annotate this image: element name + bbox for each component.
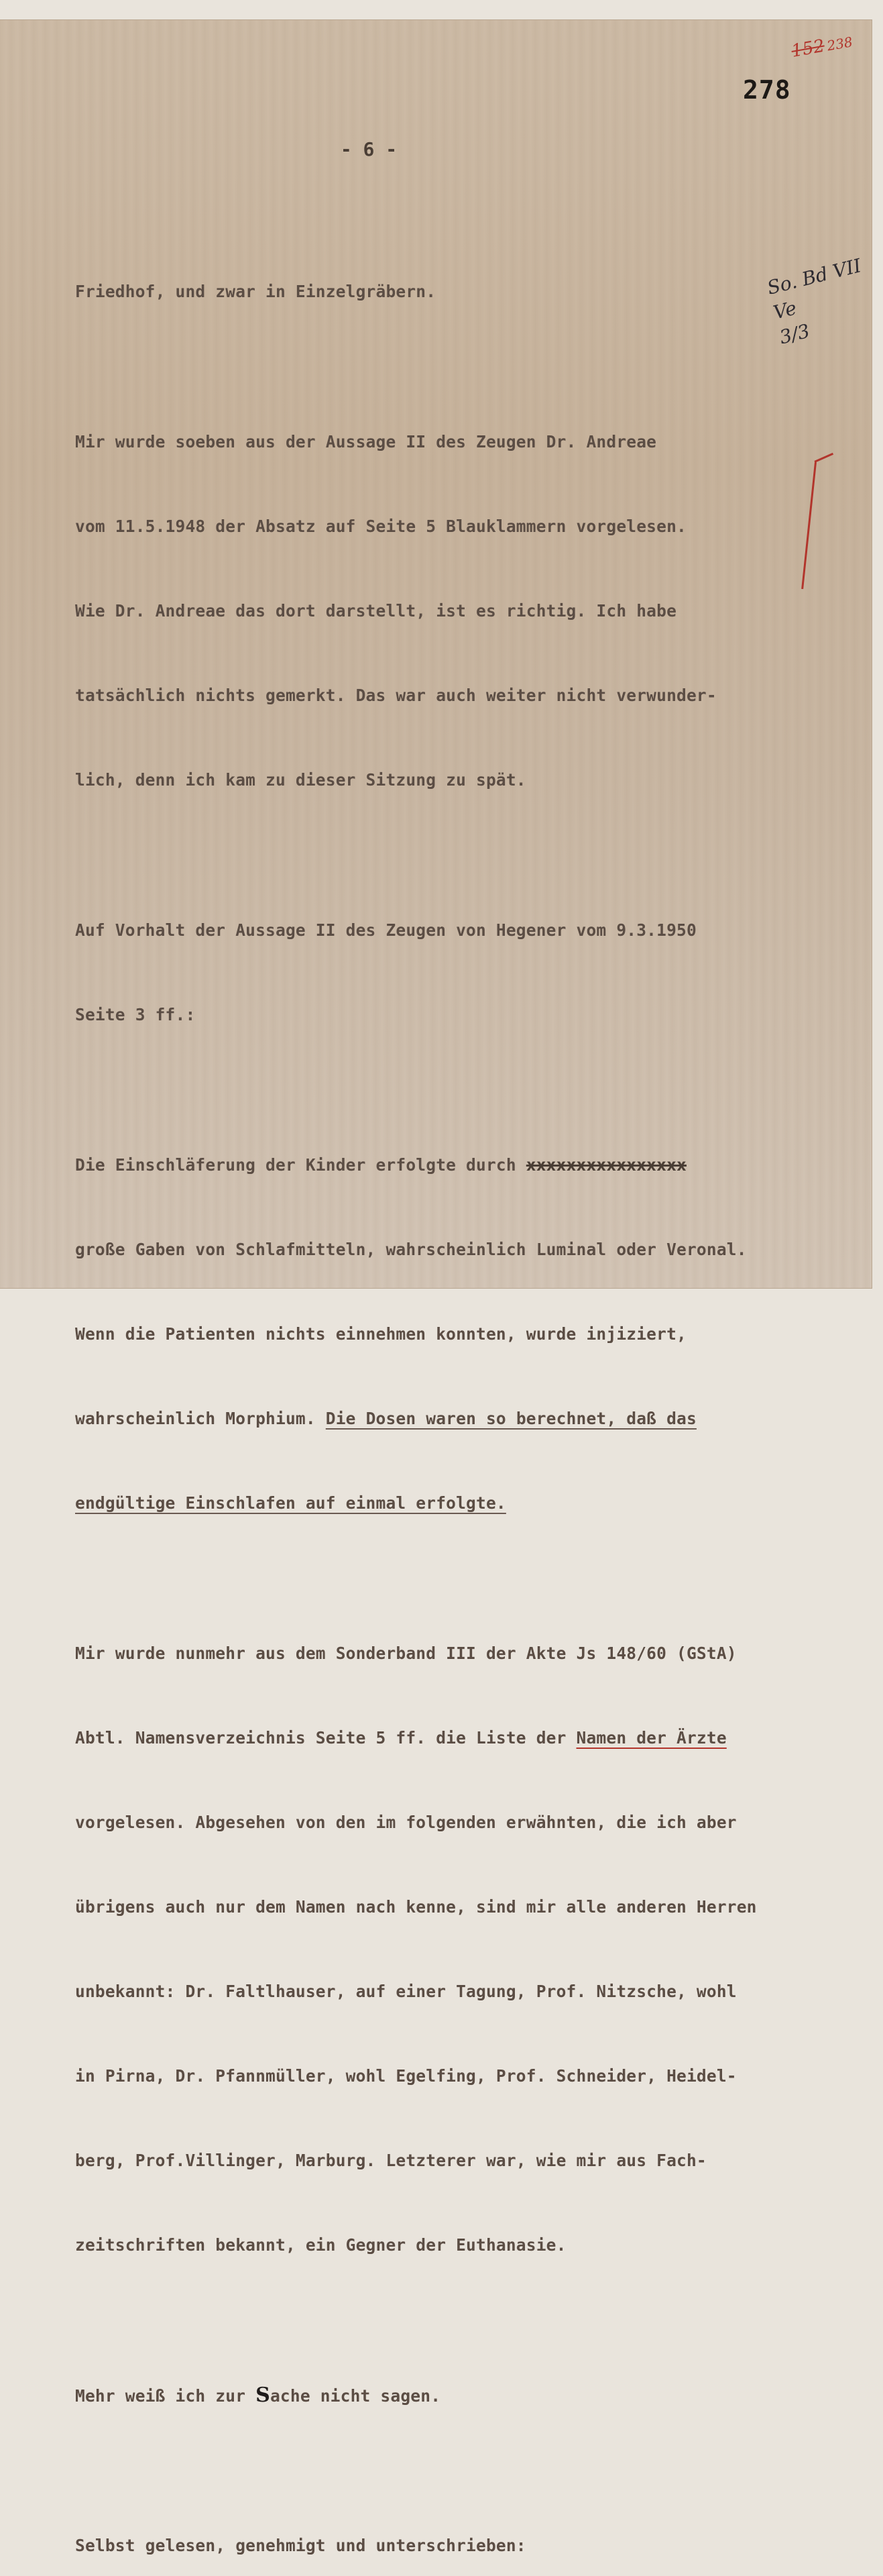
document-page	[0, 20, 872, 2555]
text-line: vom 11.5.1948 der Absatz auf Seite 5 Blauklammern vorgelesen.	[75, 517, 687, 536]
margin-note-line-1: So. Bd VII	[764, 254, 864, 299]
text-line: Mir wurde nunmehr aus dem Sonderband III der Akte Js 148/60 (GStA)	[75, 1644, 737, 1663]
text-line: unbekannt: Dr. Faltlhauser, auf einer Tagung, Prof. Nitzsche, wohl	[75, 1982, 737, 2001]
text-line: große Gaben von Schlafmitteln, wahrscheinlich Luminal oder Veronal.	[75, 1240, 747, 1259]
text-line: übrigens auch nur dem Namen nach kenne, sind mir alle anderen Herren	[75, 1897, 757, 1917]
paragraph-3	[75, 860, 873, 1085]
text-fragment: ache nicht sagen.	[270, 2386, 441, 2406]
paragraph-7	[75, 2475, 873, 2576]
text-line: Auf Vorhalt der Aussage II des Zeugen von Hegener vom 9.3.1950	[75, 920, 697, 940]
text-fragment: Abtl. Namensverzeichnis Seite 5 ff. die Liste der	[75, 1728, 577, 1748]
text-line	[75, 1489, 873, 1517]
text-line: tatsächlich nichts gemerkt. Das war auch weiter nicht verwunder-	[75, 686, 717, 705]
margin-note-line-3: 3/3	[777, 319, 813, 349]
struck-out-text: xxxxxxxxxxxxxxxx	[526, 1155, 687, 1175]
paragraph-1	[75, 221, 873, 362]
text-line: zeitschriften bekannt, ein Gegner der Euthanasie.	[75, 2235, 567, 2255]
text-line: Wenn die Patienten nichts einnehmen konnten, wurde injiziert,	[75, 1324, 687, 1344]
text-line: vorgelesen. Abgesehen von den im folgenden erwähnten, die ich aber	[75, 1813, 737, 1832]
text-line	[75, 1151, 873, 1179]
typewritten-body	[75, 221, 873, 2576]
text-line: Wie Dr. Andreae das dort darstellt, ist es richtig. Ich habe	[75, 601, 677, 621]
text-line: lich, denn ich kam zu dieser Sitzung zu spät.	[75, 770, 526, 790]
underlined-text: endgültige Einschlafen auf einmal erfolgte.	[75, 1493, 506, 1513]
paragraph-4	[75, 1095, 873, 1574]
text-line: Seite 3 ff.:	[75, 1005, 196, 1024]
sheet-number: - 6 -	[340, 138, 398, 160]
text-line: berg, Prof.Villinger, Marburg. Letzterer war, wie mir aus Fach-	[75, 2151, 707, 2170]
underlined-text: Die Dosen waren so berechnet, daß das	[325, 1409, 697, 1428]
text-line	[75, 2381, 873, 2410]
handwritten-correction: S	[255, 2383, 270, 2407]
red-underlined-text: Namen der Ärzte	[576, 1728, 727, 1748]
text-line: Selbst gelesen, genehmigt und unterschrieben:	[75, 2536, 526, 2555]
text-line: in Pirna, Dr. Pfannmüller, wohl Egelfing, Prof. Schneider, Heidel-	[75, 2066, 737, 2086]
text-line: Friedhof, und zwar in Einzelgräbern.	[75, 282, 436, 301]
text-line	[75, 1405, 873, 1433]
text-fragment: Die Einschläferung der Kinder erfolgte durch	[75, 1155, 526, 1175]
margin-note-line-2: Ve	[771, 297, 799, 324]
paragraph-5	[75, 1583, 873, 2316]
paragraph-6	[75, 2325, 873, 2466]
handwritten-folio-number	[790, 31, 854, 61]
text-line	[75, 1724, 873, 1752]
text-line: Mir wurde soeben aus der Aussage II des Zeugen Dr. Andreae	[75, 432, 657, 451]
text-fragment: Mehr weiß ich zur	[75, 2386, 256, 2406]
stamped-page-number: 278	[743, 75, 791, 105]
paragraph-2	[75, 372, 873, 851]
folio-new-number: 238	[825, 34, 854, 54]
folio-struck-number: 152	[790, 36, 827, 62]
text-fragment: wahrscheinlich Morphium.	[75, 1409, 326, 1428]
